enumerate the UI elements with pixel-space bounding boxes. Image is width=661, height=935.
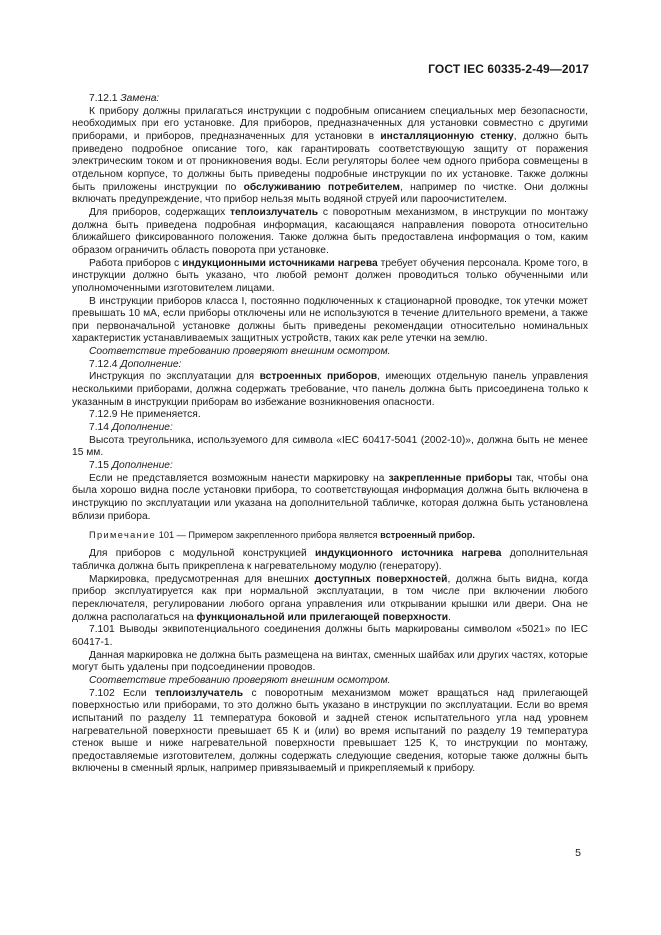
clause-7-12-9: 7.12.9 Не применяется. (89, 409, 201, 421)
clause-7-102: 7.102 Если теплоизлучатель с поворотным механизмом может вращаться над прилегающей поверхностью или приборами, то это должно быть указано в инструкции по эксплуатации. Если во время испытаний по разделу 11 температура боковой и задней стенок испытательного угла над уровнем нагревательной поверхности превышает 65 К и (или) во время испытаний по разделу 19 температура стенок выше и ниже нагревательной поверхности превышает 125 К, то инструкции по монтажу, предоставляемые изготовителем, должны содержать следующие сведения, которые также должны быть включены в сменный ярлык, например привязываемый и прикрепляемый к прибору. (72, 687, 588, 775)
paragraph-accessible-surfaces: Маркировка, предусмотренная для внешних доступных поверхностей, должна быть видна, когда прибор эксплуатируется как при нормальной эксплуатации, в том числе при включении любого переключателя, регулировании любого органа управления или открывании крышки или двери. Она не должна располагаться на функциональной или прилегающей поверхности. (72, 573, 588, 623)
paragraph-modular-induction: Для приборов с модульной конструкцией индукционного источника нагрева дополнительная табличка должна быть прикреплена к нагревательному модулю (генератору). (72, 548, 588, 572)
paragraph-triangle-height: Высота треугольника, используемого для символа «IEC 60417-5041 (2002-10)», должна быть не менее 15 мм. (72, 434, 588, 459)
paragraph-built-in-appliances: Инструкция по эксплуатации для встроенных приборов, имеющих отдельную панель управления несколькими приборами, должна содержать требование, что панель должна быть присоединена только к указанным в инструкции приборам во избежание возникновения опасности. (72, 371, 589, 408)
clause-7-12-4-heading: 7.12.4 Дополнение: (89, 358, 182, 370)
compliance-check-2: Соответствие требованию проверяют внешним осмотром. (89, 674, 391, 686)
clause-7-14-heading: 7.14 Дополнение: (89, 422, 173, 434)
paragraph-fixed-appliance-marking: Если не представляется возможным нанести маркировку на закрепленные приборы так, чтобы она была хорошо видна после установки прибора, то соответствующая информация должна быть включена в инструкцию по эксплуатации или указана на дополнительной табличке, которая должна быть установлена вблизи прибора. (72, 472, 588, 522)
clause-7-12-1-heading: 7.12.1 Замена: (89, 93, 160, 104)
paragraph-marking-placement: Данная маркировка не должна быть размещена на винтах, сменных шайбах или других частях, которые могут быть удалены при подсоединении проводов. (72, 649, 589, 674)
paragraph-heat-radiator-rotation: Для приборов, содержащих теплоизлучатель с поворотным механизмом, в инструкции по монтажу должна быть приведена подробная информация, касающаяся направления поворота относительно ближайшего фиксированного положения. Также должна быть предоставлена информация о том, каким образом ограничить область поворота при установке. (72, 206, 588, 256)
clause-7-101: 7.101 Выводы эквипотенциального соединения должны быть маркированы символом «5021» по IEC 60417-1. (72, 624, 588, 648)
paragraph-installation-instructions: К прибору должны прилагаться инструкции с подробным описанием специальных мер безопасности, необходимых при его установке. Для приборов, предназначенных для установки совместно с другими приборами, и приборов, предназначенных для установки в инсталляционную стенку, должно быть приведено подробное описание того, как гарантировать соответствующую защиту от поражения электрическим током и от проникновения воды. Если регуляторы более чем одного прибора совмещены в отдельном корпусе, то должны быть приведены подробные инструкции по их установке. Также должны быть приложены инструкции по обслуживанию потребителем, например по чистке. Они должны включать предупреждение, что прибор нельзя мыть водяной струей или пароочистителем. (72, 105, 589, 206)
document-body (72, 93, 588, 776)
note-101: Примечание 101 — Примером закрепленного прибора является встроенный прибор. (89, 530, 475, 541)
paragraph-induction-training: Работа приборов с индукционными источниками нагрева требует обучения персонала. Кроме того, в инструкции должно быть указано, что любой ремонт должен проводиться только обученными или уполномоченными изготовителем лицами. (72, 257, 588, 294)
standard-code-header: ГОСТ IEC 60335-2-49—2017 (428, 62, 589, 76)
page-number: 5 (575, 847, 581, 859)
compliance-check-1: Соответствие требованию проверяют внешним осмотром. (89, 346, 391, 358)
clause-7-15-heading: 7.15 Дополнение: (89, 460, 173, 472)
paragraph-leakage-current: В инструкции приборов класса I, постоянно подключенных к стационарной проводке, ток утечки может превышать 10 мА, если приборы отключены или не используются в течение длительного времени, а также при первоначальной установке должны быть приведены рекомендации относительно номинальных характеристик устанавливаемых защитных устройств, таких как реле утечки на землю. (72, 295, 588, 345)
